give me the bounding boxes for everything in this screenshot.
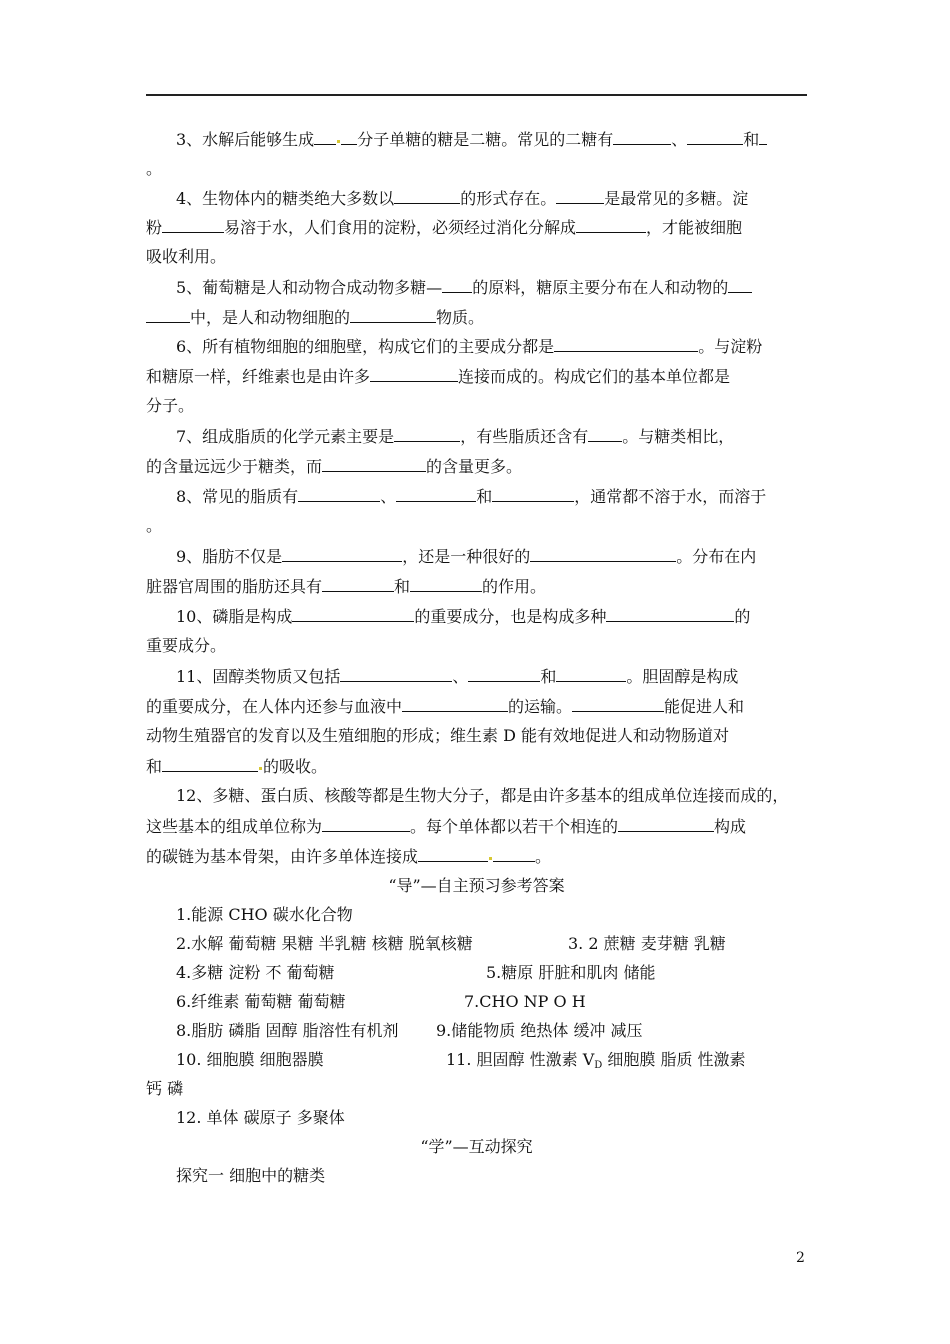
blank[interactable]: [341, 129, 357, 145]
text: 、: [452, 667, 469, 686]
text: 。胆固醇是构成: [626, 667, 739, 686]
blank[interactable]: [728, 277, 752, 293]
text: ，有些脂质还含有: [460, 427, 589, 446]
blank[interactable]: [468, 666, 540, 682]
text: 10、磷脂是构成: [176, 607, 293, 626]
blank[interactable]: [322, 816, 410, 832]
question-9-line2: [146, 576, 546, 597]
text: 的: [734, 607, 751, 626]
text: 。与淀粉: [698, 337, 763, 356]
blank[interactable]: [687, 129, 743, 145]
section-subheading: 探究一 细胞中的糖类: [176, 1166, 326, 1185]
question-6: [176, 336, 762, 357]
text: 5、葡萄糖是人和动物合成动物多糖—: [176, 278, 443, 297]
text: ，还是一种很好的: [402, 547, 531, 566]
question-4-line3: [146, 247, 226, 267]
blank[interactable]: [554, 336, 698, 352]
text: 12、多糖、蛋白质、核酸等都是生物大分子，都是由许多基本的组成单位连接而成的，: [176, 786, 789, 805]
blank[interactable]: [350, 307, 436, 323]
answer-10: 10. 细胞膜 细胞器膜: [176, 1050, 324, 1069]
text: 易溶于水，人们食用的淀粉，必须经过消化分解成: [224, 218, 577, 237]
question-3: [176, 129, 767, 150]
text: 的重要成分，也是构成多种: [414, 607, 607, 626]
text: 构成: [714, 817, 747, 836]
blank[interactable]: [322, 456, 426, 472]
text: 吸收利用。: [146, 247, 227, 266]
question-3-cont: [146, 159, 162, 179]
blank[interactable]: [556, 666, 626, 682]
question-8: [176, 486, 766, 507]
text: ，才能被细胞: [646, 218, 743, 237]
answer-6: 6.纤维素 葡萄糖 葡萄糖: [176, 992, 346, 1011]
question-6-line2: [146, 366, 730, 387]
text: 物质。: [436, 308, 485, 327]
blank[interactable]: [493, 846, 535, 862]
text: 的形式存在。: [460, 189, 557, 208]
question-10-line2: [146, 636, 226, 656]
text: 重要成分。: [146, 636, 227, 655]
answers-heading: “导”—自主预习参考答案: [388, 876, 565, 895]
text: 、: [380, 487, 397, 506]
answer-1: 1.能源 CHO 碳水化合物: [176, 905, 353, 924]
blank[interactable]: [576, 217, 646, 233]
question-5-line2: [146, 307, 484, 328]
blank[interactable]: [613, 129, 671, 145]
blank[interactable]: [162, 756, 258, 772]
text: 和: [743, 130, 760, 149]
blank[interactable]: [442, 277, 472, 293]
text: 的作用。: [482, 577, 547, 596]
text: 和糖原一样，纤维素也是由许多: [146, 367, 371, 386]
blank[interactable]: [298, 486, 380, 502]
answer-4: 4.多糖 淀粉 不 葡萄糖: [176, 963, 335, 982]
text: 粉: [146, 218, 163, 237]
question-5: [176, 277, 752, 298]
page-number: 2: [796, 1250, 805, 1266]
blank[interactable]: [402, 696, 508, 712]
text: 。分布在内: [676, 547, 757, 566]
blank[interactable]: [162, 217, 224, 233]
text: 和: [146, 757, 163, 776]
text: 6、所有植物细胞的细胞壁，构成它们的主要成分都是: [176, 337, 555, 356]
text: 脏器官周围的脂肪还具有: [146, 577, 323, 596]
text: 和: [394, 577, 411, 596]
blank[interactable]: [588, 426, 622, 442]
blank[interactable]: [396, 486, 476, 502]
text: 、: [671, 130, 688, 149]
answer-8: 8.脂肪 磷脂 固醇 脂溶性有机剂: [176, 1021, 399, 1040]
answer-11: [446, 1050, 746, 1076]
text: 的运输。: [508, 697, 573, 716]
text: 能促进人和: [664, 697, 745, 716]
blank[interactable]: [418, 846, 488, 862]
question-8-cont: [146, 516, 162, 536]
text: 中，是人和动物细胞的: [190, 308, 351, 327]
text: 是最常见的多糖。淀: [604, 189, 749, 208]
text: 。每个单体都以若干个相连的: [410, 817, 619, 836]
answer-12: 12. 单体 碳原子 多聚体: [176, 1108, 345, 1127]
text: 的吸收。: [263, 757, 328, 776]
text: 的重要成分，在人体内还参与血液中: [146, 697, 403, 716]
blank[interactable]: [322, 576, 394, 592]
text: 。: [535, 847, 552, 866]
blank[interactable]: [618, 816, 714, 832]
subscript: D: [594, 1060, 603, 1071]
blank[interactable]: [394, 188, 460, 204]
answer-7: 7.CHO NP O H: [464, 992, 586, 1011]
question-11-line2: [146, 696, 744, 717]
text: 细胞膜 脂质 性激素: [602, 1050, 746, 1069]
text: 的含量更多。: [426, 457, 523, 476]
blank[interactable]: [314, 129, 336, 145]
text: 的原料，糖原主要分布在人和动物的: [472, 278, 729, 297]
question-6-line3: [146, 396, 194, 416]
question-9: [176, 546, 756, 567]
blank[interactable]: [340, 666, 452, 682]
answer-2: 2.水解 葡萄糖 果糖 半乳糖 核糖 脱氧核糖: [176, 934, 473, 953]
question-12-line3: [146, 846, 551, 867]
question-11-line3: [146, 726, 729, 746]
question-4: [176, 188, 748, 209]
blank[interactable]: [282, 546, 402, 562]
text: 的碳链为基本骨架，由许多单体连接成: [146, 847, 419, 866]
text: 分子。: [146, 396, 195, 415]
text: 。: [146, 159, 163, 178]
question-11: [176, 666, 738, 687]
text: 7、组成脂质的化学元素主要是: [176, 427, 395, 446]
text: 和: [540, 667, 557, 686]
question-10: [176, 606, 750, 627]
question-12: [176, 786, 788, 806]
answer-11-cont: 钙 磷: [146, 1079, 184, 1098]
blank[interactable]: [492, 486, 574, 502]
header-rule: [146, 94, 807, 96]
question-11-line4: [146, 756, 327, 777]
blank[interactable]: [394, 426, 460, 442]
blank[interactable]: [146, 307, 190, 323]
question-7-line2: [146, 456, 522, 477]
blank[interactable]: [606, 606, 734, 622]
blank[interactable]: [370, 366, 458, 382]
text: 4、生物体内的糖类绝大多数以: [176, 189, 395, 208]
text: 分子单糖的糖是二糖。常见的二糖有: [357, 130, 614, 149]
blank[interactable]: [556, 188, 604, 204]
blank[interactable]: [572, 696, 664, 712]
blank[interactable]: [759, 129, 767, 145]
text: 连接而成的。构成它们的基本单位都是: [458, 367, 731, 386]
text: 和: [476, 487, 493, 506]
text: ，通常都不溶于水，而溶于: [574, 487, 767, 506]
section-heading: “学”—互动探究: [420, 1137, 533, 1156]
question-7: [176, 426, 734, 447]
text: 动物生殖器官的发育以及生殖细胞的形成；维生素 D 能有效地促进人和动物肠道对: [146, 726, 730, 745]
question-4-line2: [146, 217, 742, 238]
question-12-line2: [146, 816, 746, 837]
text: 8、常见的脂质有: [176, 487, 299, 506]
text: 3、水解后能够生成: [176, 130, 315, 149]
text: 9、脂肪不仅是: [176, 547, 283, 566]
answer-3: 3. 2 蔗糖 麦芽糖 乳糖: [568, 934, 726, 953]
text: 这些基本的组成单位称为: [146, 817, 323, 836]
text: 11. 胆固醇 性激素 V: [446, 1050, 595, 1069]
blank[interactable]: [530, 546, 676, 562]
blank[interactable]: [410, 576, 482, 592]
text: 11、固醇类物质又包括: [176, 667, 341, 686]
answer-5: 5.糖原 肝脏和肌肉 储能: [486, 963, 656, 982]
text: 的含量远远少于糖类，而: [146, 457, 323, 476]
answer-9: 9.储能物质 绝热体 缓冲 减压: [436, 1021, 643, 1040]
text: 。与糖类相比，: [622, 427, 735, 446]
blank[interactable]: [292, 606, 414, 622]
text: 。: [146, 516, 163, 535]
